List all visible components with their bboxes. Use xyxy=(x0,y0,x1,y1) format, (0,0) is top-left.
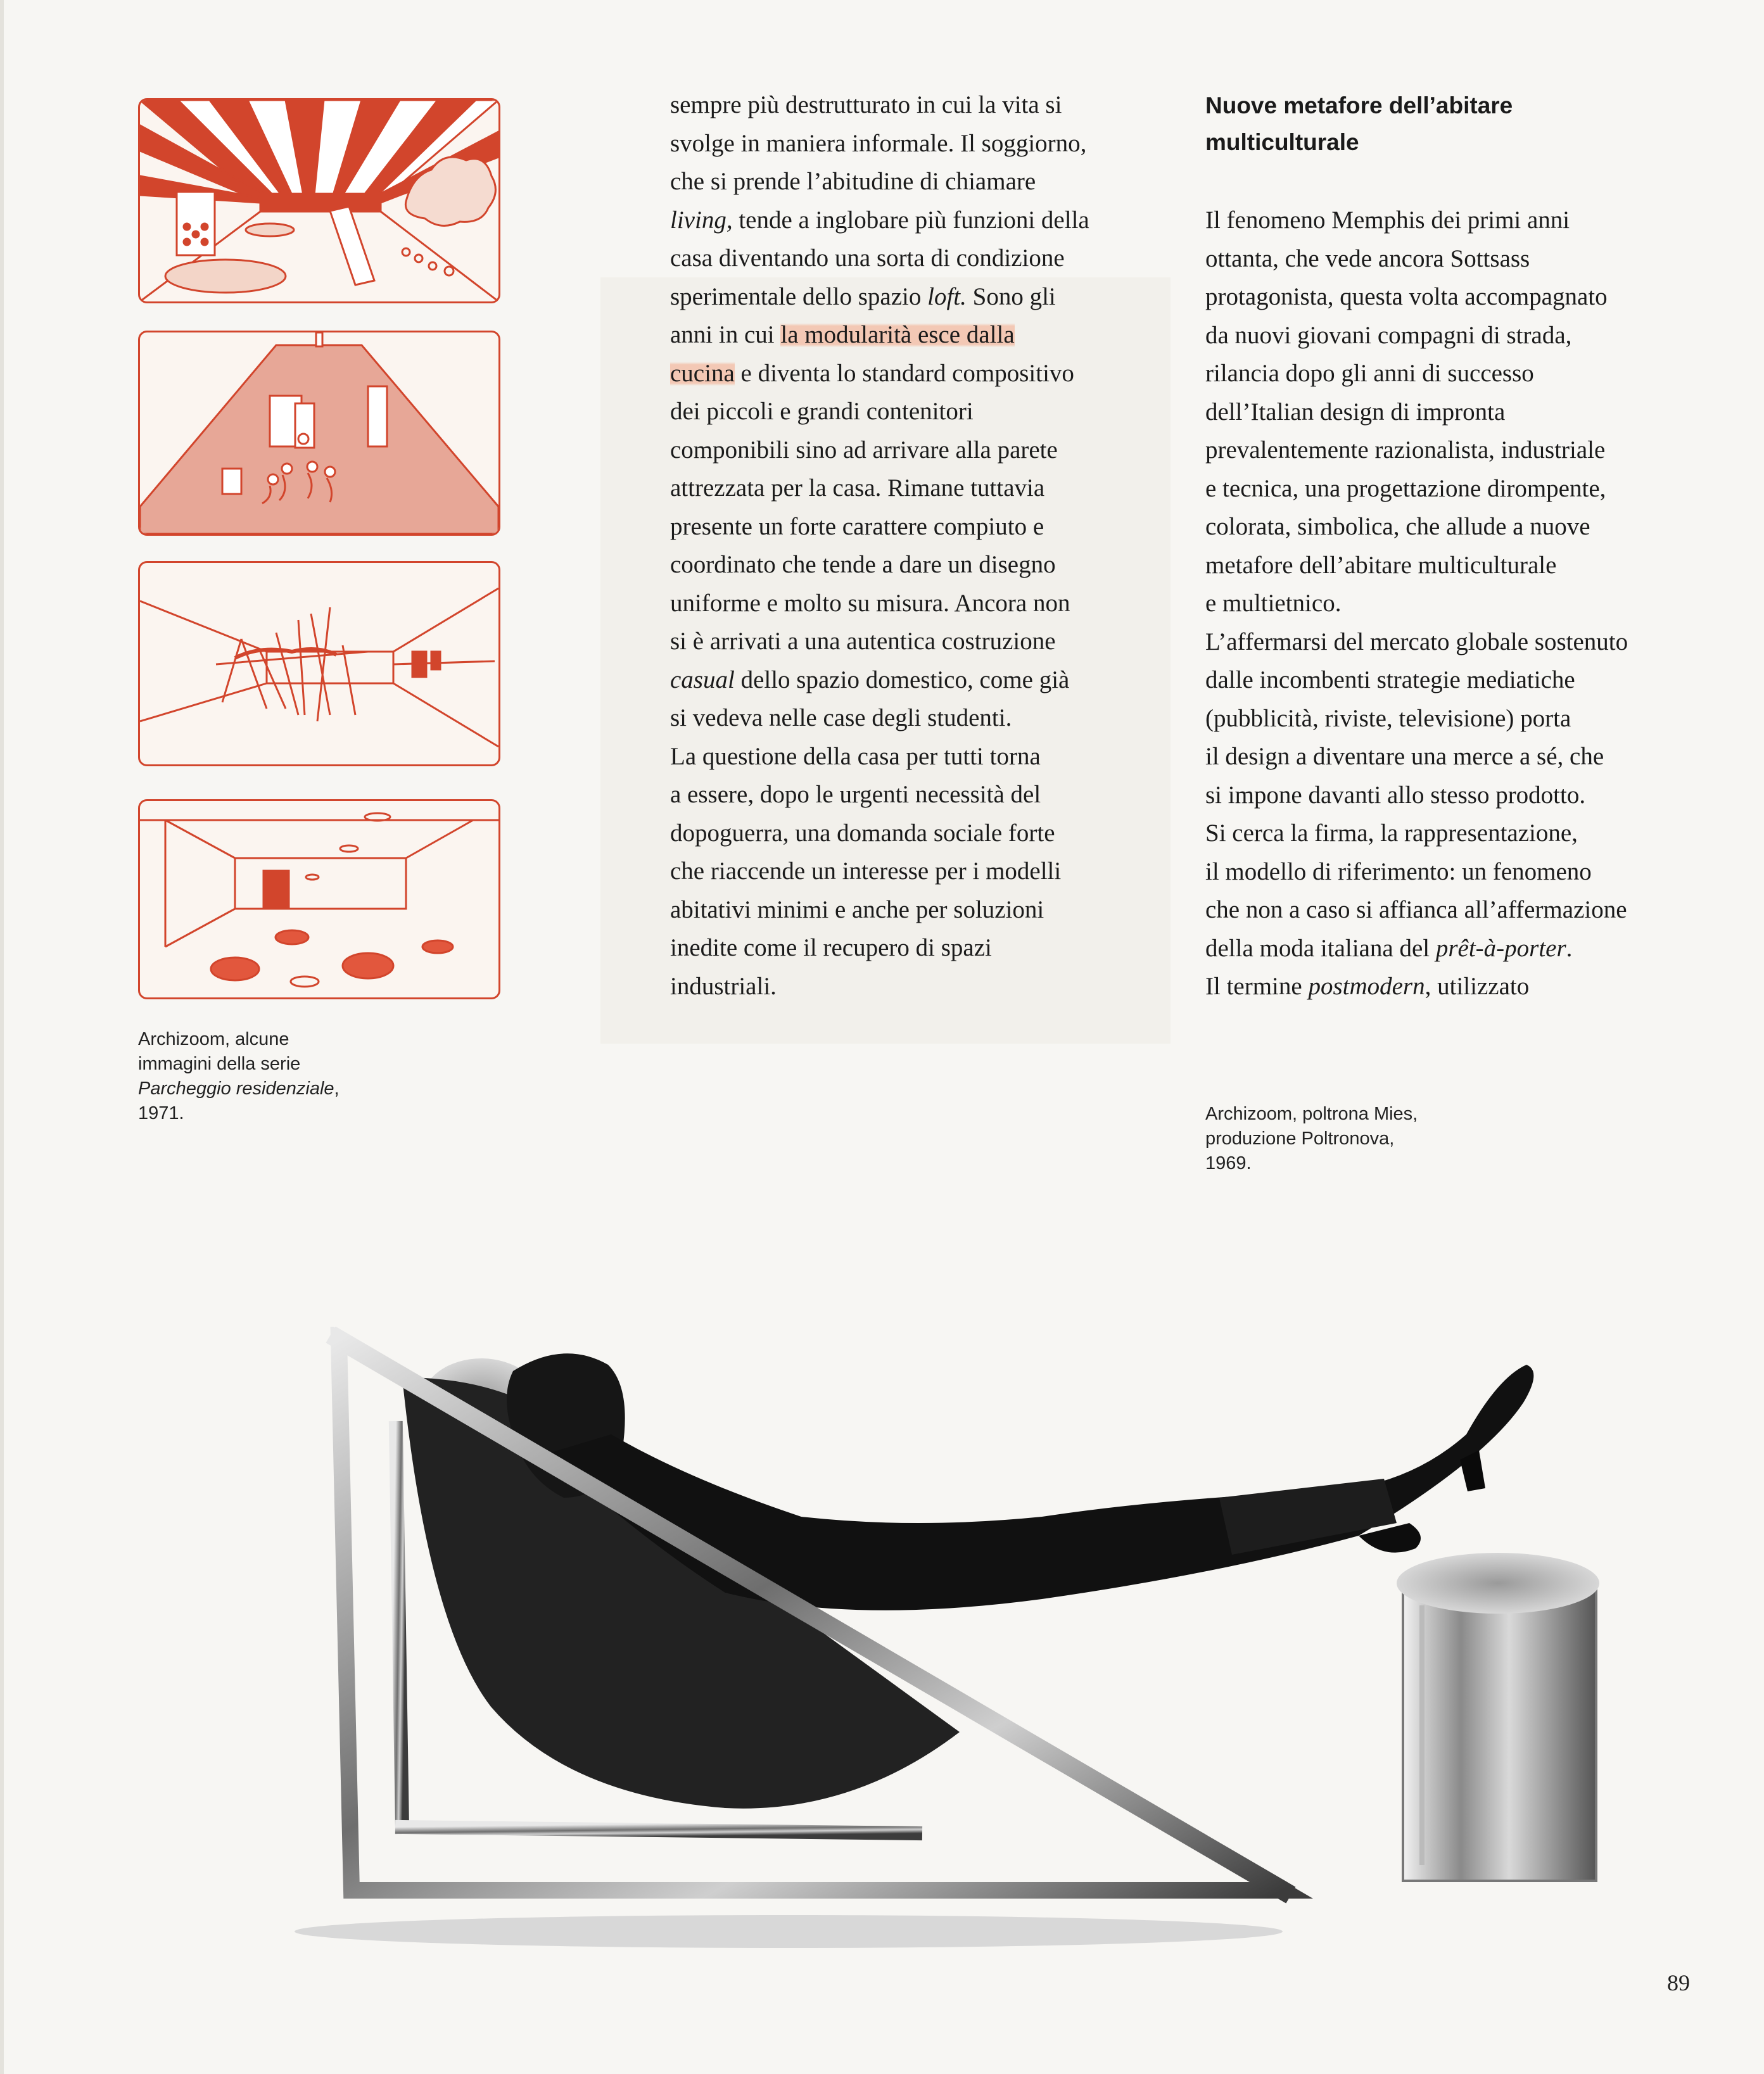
text-line: sempre più destrutturato in cui la vita si xyxy=(670,91,1062,118)
illustration-panel-2 xyxy=(138,331,500,536)
text-run: della moda italiana del xyxy=(1205,934,1430,962)
text-line: Si cerca la firma, la rappresentazione, xyxy=(1205,819,1578,847)
italic-term: casual xyxy=(670,666,735,693)
text-run: tende a inglobare più funzioni della xyxy=(739,206,1089,234)
text-line: ottanta, che vede ancora Sottsass xyxy=(1205,244,1530,272)
right-figure-caption xyxy=(1205,1102,1471,1176)
text-line: dopoguerra, una domanda sociale forte xyxy=(670,819,1055,847)
text-line: La questione della casa per tutti torna xyxy=(670,742,1041,770)
text-line xyxy=(670,316,1177,355)
italic-term: living, xyxy=(670,206,733,234)
text-line: e tecnica, una progettazione dirompente, xyxy=(1205,474,1606,502)
text-line: si impone davanti allo stesso prodotto. xyxy=(1205,781,1586,809)
right-text-column xyxy=(1205,201,1737,1006)
text-line: il modello di riferimento: un fenomeno xyxy=(1205,857,1592,885)
caption-punct: , xyxy=(334,1078,339,1099)
text-line: protagonista, questa volta accompagnato xyxy=(1205,283,1608,310)
text-line xyxy=(670,661,1177,700)
left-figure-caption xyxy=(138,1027,404,1126)
text-line: coordinato che tende a dare un disegno xyxy=(670,551,1056,578)
text-run: Sono gli xyxy=(972,282,1056,310)
italic-term: prêt-à-porter xyxy=(1435,934,1566,962)
caption-line: Archizoom, poltrona Mies, xyxy=(1205,1104,1418,1124)
text-line: prevalentemente razionalista, industriale xyxy=(1205,436,1606,464)
caption-line: immagini della serie xyxy=(138,1054,301,1074)
mies-chair-photo xyxy=(282,1327,1691,1954)
text-line: svolge in maniera informale. Il soggiorno, xyxy=(670,129,1087,157)
text-line: si vedeva nelle case degli studenti. xyxy=(670,704,1012,731)
text-line: uniforme e molto su misura. Ancora non xyxy=(670,589,1070,617)
text-run: sperimentale dello spazio xyxy=(670,282,922,310)
text-line: L’affermarsi del mercato globale sostenuto xyxy=(1205,628,1628,655)
text-line: a essere, dopo le urgenti necessità del xyxy=(670,781,1041,808)
illustration-panel-3 xyxy=(138,561,500,766)
section-heading xyxy=(1205,87,1687,161)
text-line: Il fenomeno Memphis dei primi anni xyxy=(1205,206,1570,234)
text-run: anni in cui xyxy=(670,321,775,348)
caption-line: 1971. xyxy=(138,1103,184,1123)
text-line xyxy=(670,278,1177,317)
page-number: 89 xyxy=(1667,1970,1690,1995)
illustration-panel-1 xyxy=(138,98,500,303)
italic-term: loft. xyxy=(927,282,967,310)
text-line: che non a caso si affianca all’affermazione xyxy=(1205,896,1627,923)
text-line: abitativi minimi e anche per soluzioni xyxy=(670,895,1044,923)
text-line: dalle incombenti strategie mediatiche xyxy=(1205,666,1575,693)
text-line: metafore dell’abitare multiculturale xyxy=(1205,551,1557,579)
caption-line: produzione Poltronova, xyxy=(1205,1129,1395,1149)
caption-line: Archizoom, alcune xyxy=(138,1029,289,1049)
middle-text-column xyxy=(670,86,1177,1006)
text-run: , utilizzato xyxy=(1425,973,1530,1000)
text-run: e diventa lo standard compositivo xyxy=(740,359,1074,387)
heading-line: Nuove metafore dell’abitare xyxy=(1205,92,1513,118)
italic-term: postmodern xyxy=(1308,973,1425,1000)
text-line: componibili sino ad arrivare alla parete xyxy=(670,436,1058,464)
text-run: . xyxy=(1566,934,1573,962)
text-line xyxy=(670,355,1177,393)
text-line: il design a diventare una merce a sé, che xyxy=(1205,743,1604,770)
text-line: colorata, simbolica, che allude a nuove xyxy=(1205,513,1590,540)
text-line: che si prende l’abitudine di chiamare xyxy=(670,168,1036,195)
text-line: da nuovi giovani compagni di strada, xyxy=(1205,321,1572,349)
highlighted-text: cucina xyxy=(670,359,735,387)
caption-line xyxy=(138,1077,404,1101)
caption-line: 1969. xyxy=(1205,1153,1252,1173)
text-line: dei piccoli e grandi contenitori xyxy=(670,398,974,425)
text-line: inedite come il recupero di spazi xyxy=(670,934,992,961)
text-line: industriali. xyxy=(670,972,777,1000)
text-line xyxy=(670,201,1177,240)
text-line: che riaccende un interesse per i modelli xyxy=(670,857,1062,885)
caption-series-title: Parcheggio residenziale xyxy=(138,1078,334,1099)
text-line xyxy=(1205,930,1737,968)
highlighted-text: la modularità esce dalla xyxy=(780,321,1015,348)
text-line: si è arrivati a una autentica costruzione xyxy=(670,628,1056,655)
text-line: rilancia dopo gli anni di successo xyxy=(1205,360,1534,387)
text-line: (pubblicità, riviste, televisione) porta xyxy=(1205,704,1571,732)
text-line: attrezzata per la casa. Rimane tuttavia xyxy=(670,474,1045,502)
text-line: e multietnico. xyxy=(1205,590,1342,617)
text-line: dell’Italian design di impronta xyxy=(1205,398,1506,426)
text-line: casa diventando una sorta di condizione xyxy=(670,244,1065,272)
text-run: Il termine xyxy=(1205,973,1302,1000)
heading-line: multiculturale xyxy=(1205,129,1359,155)
text-line: presente un forte carattere compiuto e xyxy=(670,512,1044,540)
illustration-panel-4 xyxy=(138,799,500,999)
text-run: dello spazio domestico, come già xyxy=(740,666,1070,693)
text-line xyxy=(1205,968,1737,1006)
